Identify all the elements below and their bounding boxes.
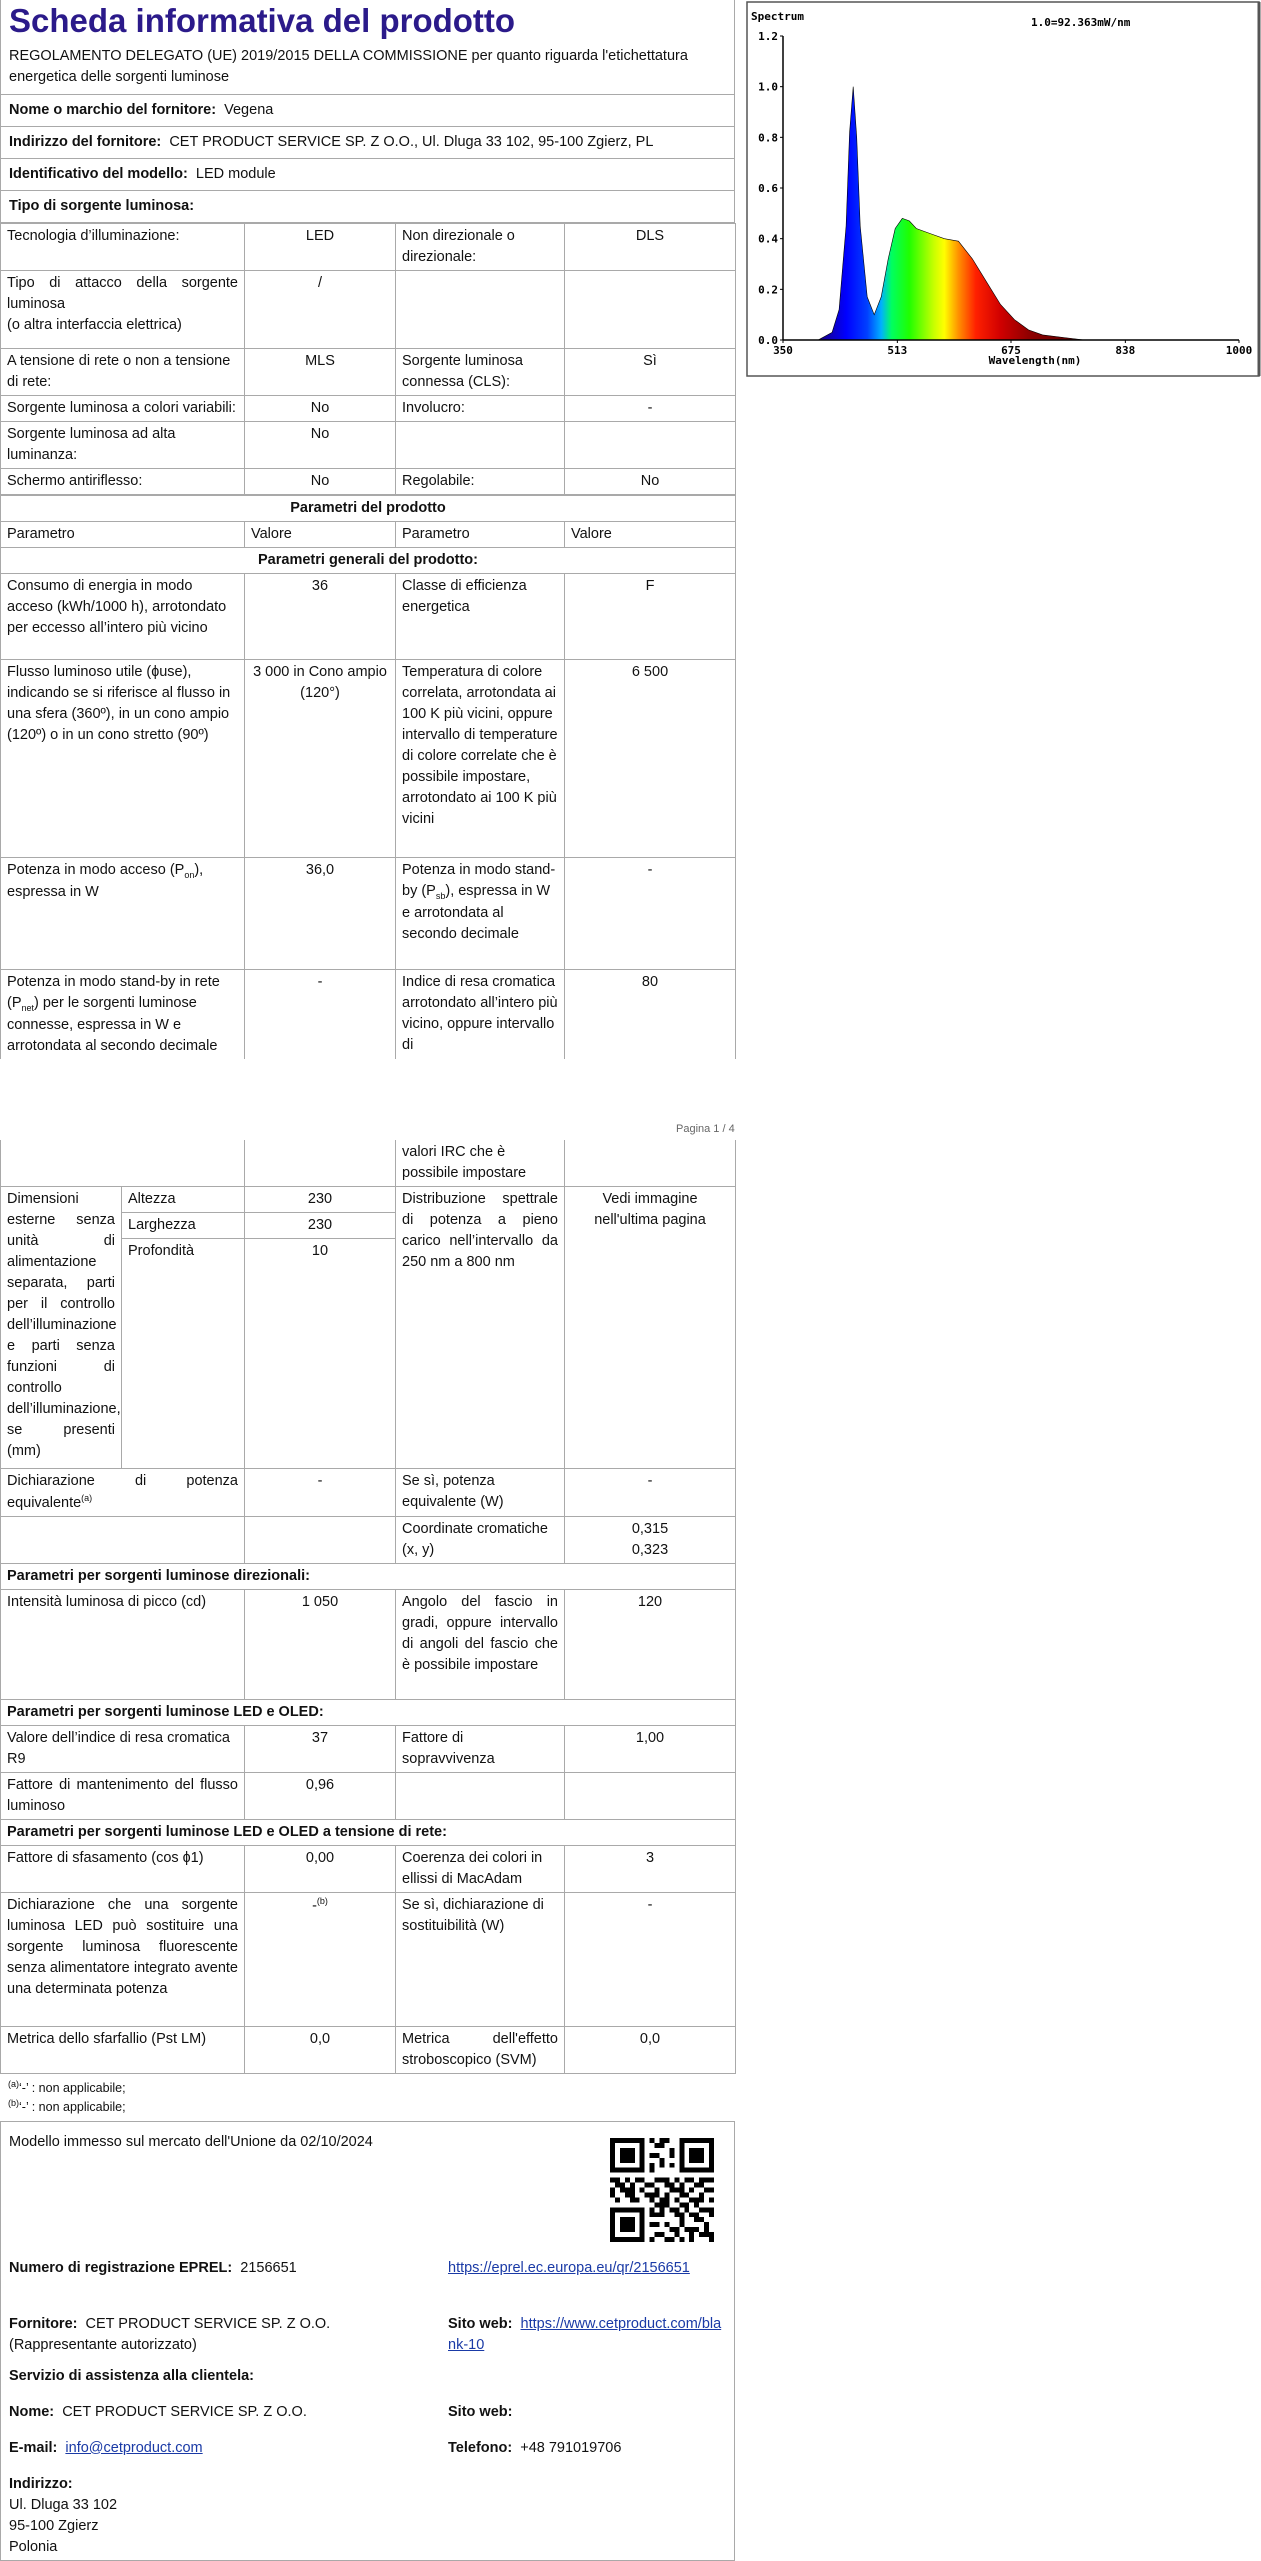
supplier-value: CET PRODUCT SERVICE SP. Z O.O. (Rappresentante autorizzato) [9,2315,331,2353]
dimension-label: Larghezza [122,1213,245,1239]
param-value: 0,0 [245,2027,396,2074]
param-label: Angolo del fascio in gradi, oppure intervallo di angoli del fascio che è possibile impostare [396,1589,565,1699]
y-tick-label: 0.6 [758,182,778,195]
type-label: Schermo antiriflesso: [1,469,245,495]
type-row [1,469,736,495]
param-label: Metrica dello sfarfallio (Pst LM) [1,2027,245,2074]
footnote-ref: (a) [81,1493,93,1504]
supplier-name-label: Nome o marchio del fornitore: [9,101,217,118]
param-row [1,1516,736,1563]
type-value: DLS [565,224,736,271]
address-label: Indirizzo: [9,2475,73,2492]
led-heading: Parametri per sorgenti luminose LED e OLED: [1,1699,736,1725]
chroma-x-value: 0,315 [631,1520,669,1537]
footnote-text: ‘-’ : non applicabile; [19,2081,126,2096]
supplier-name-value: Vegena [224,101,274,118]
dimension-value: 230 [245,1213,396,1239]
mains-heading: Parametri per sorgenti luminose LED e OLED a tensione di rete: [1,1820,736,1846]
param-row [1,1469,736,1517]
email-label: E-mail: [9,2439,58,2456]
params-table-cont [0,1140,736,2074]
footnote-text: ‘-’ : non applicabile; [19,2100,126,2115]
param-row [1,1893,736,2027]
param-value: 0,00 [245,1846,396,1893]
param-label: Dichiarazione che una sorgente luminosa LED può sostituire una sorgente luminosa fluorescente senza alimentatore integrato avente una determinata potenza [1,1893,245,2027]
y-tick-label: 0.0 [758,334,778,347]
param-value: F [565,574,736,660]
spd-value: Vedi immagine nell'ultima pagina [565,1187,736,1469]
service-heading: Servizio di assistenza alla clientela: [9,2367,254,2384]
x-tick-label: 1000 [1225,344,1253,357]
eprel-number: 2156651 [240,2259,297,2276]
supplier-address-label: Indirizzo del fornitore: [9,133,162,150]
address-block [9,2474,117,2558]
general-heading: Parametri generali del prodotto: [1,548,736,574]
service-website-label: Sito web: [448,2403,513,2420]
chart-annotation: 1.0=92.363mW/nm [1031,16,1131,29]
registration-box [0,2121,735,2561]
params-heading: Parametri del prodotto [1,496,736,522]
param-label: Fattore di mantenimento del flusso luminoso [1,1773,245,1820]
supplier-row [9,2314,429,2356]
supplier-address-value: CET PRODUCT SERVICE SP. Z O.O., Ul. Dluga 33 102, 95-100 Zgierz, PL [169,133,654,150]
param-label-cont: valori IRC che è possibile impostare [396,1140,565,1187]
param-value: 1 050 [245,1589,396,1699]
param-row [1,2027,736,2074]
type-value: - [565,396,736,422]
type-label: Regolabile: [396,469,565,495]
type-row [1,396,736,422]
x-tick-label: 838 [1115,344,1136,357]
email-row [9,2438,203,2459]
param-value: - [565,858,736,970]
column-header: Parametro [1,522,245,548]
param-label: Potenza in modo acceso (P [7,862,185,879]
footnote-a [8,2078,727,2097]
dimensions-label: Dimensioni esterne senza unità di alimentazione separata, parti per il controllo dell’illuminazione e parti senza funzioni di controllo dell’illuminazione, se presenti (mm) [1,1187,122,1469]
param-label: Coerenza dei colori in ellissi di MacAdam [396,1846,565,1893]
source-type-table [0,223,736,495]
qr-code-icon [610,2138,714,2242]
x-tick-label: 513 [887,344,908,357]
type-label: Involucro: [396,396,565,422]
param-value: 0,0 [565,2027,736,2074]
y-tick-label: 1.0 [758,80,778,94]
param-value: - [565,1469,736,1517]
x-tick-label: 675 [1001,344,1021,357]
type-value: MLS [245,349,396,396]
supplier-address-row [1,126,735,158]
page-number: Pagina 1 / 4 [676,1123,735,1135]
param-label-subscript: net [21,1003,35,1014]
param-row [1,574,736,660]
param-value: - [245,1469,396,1517]
param-label: Se sì, potenza equivalente (W) [396,1469,565,1517]
type-value: No [245,396,396,422]
chroma-y-value: 0,323 [631,1541,669,1558]
param-row [1,970,736,1059]
model-label: Identificativo del modello: [9,166,188,182]
param-label: Fattore di sopravvivenza [396,1725,565,1772]
market-text: Modello immesso sul mercato dell'Unione da 02/10/2024 [9,2133,373,2150]
param-label: Potenza in modo stand-by in rete (P [7,974,220,1012]
param-label: Se sì, dichiarazione di sostituibilità (W) [396,1893,565,2027]
eprel-row [9,2258,297,2279]
address-line: 95-100 Zgierz [9,2517,99,2534]
type-value: / [245,271,396,349]
param-row [1,1725,736,1772]
source-type-heading: Tipo di sorgente luminosa: [1,191,735,223]
type-label [396,422,565,469]
param-value: 6 500 [565,660,736,858]
param-label-subscript: sb [435,891,446,902]
param-label [396,1773,565,1820]
column-header: Valore [565,522,736,548]
eprel-label: Numero di registrazione EPREL: [9,2259,233,2276]
type-value [565,271,736,349]
regulation-text: REGOLAMENTO DELEGATO (UE) 2019/2015 DELLA COMMISSIONE per quanto riguarda l'etichettatura energetica delle sorgenti luminose [9,47,688,85]
param-value: 3 [565,1846,736,1893]
type-row [1,224,736,271]
chart-title: Spectrum [751,10,804,23]
service-name-label: Nome: [9,2403,55,2420]
dimension-value: 10 [245,1239,396,1469]
y-tick-label: 0.8 [758,131,778,145]
type-label: A tensione di rete o non a tensione di rete: [1,349,245,396]
dimension-value: 230 [245,1187,396,1213]
dimensions-row [1,1187,736,1213]
column-header: Parametro [396,522,565,548]
spd-label: Distribuzione spettrale di potenza a pieno carico nell’intervallo da 250 nm a 800 nm [396,1187,565,1469]
param-label: Flusso luminoso utile (ɸuse), indicando se si riferisce al flusso in una sfera (360º), in un cono ampio (120º) o in un cono stretto (90º) [1,660,245,858]
param-row [1,1140,736,1187]
phone-value: +48 791019706 [520,2439,622,2456]
phone-row [448,2438,621,2459]
type-value: No [565,469,736,495]
page-title: Scheda informativa del prodotto [9,2,516,39]
param-label: Metrica dell'effetto stroboscopico (SVM) [396,2027,565,2074]
email-link[interactable]: info@cetproduct.com [65,2439,203,2456]
type-label: Sorgente luminosa connessa (CLS): [396,349,565,396]
param-value: 120 [565,1589,736,1699]
param-label: Potenza in modo stand-by (P [402,862,556,900]
website-label: Sito web: [448,2315,513,2332]
phone-label: Telefono: [448,2439,513,2456]
param-value: - [312,1897,317,1914]
footnote-mark: (b) [8,2098,19,2109]
param-label: Dichiarazione di potenza equivalente [7,1473,238,1511]
param-label: Temperatura di colore correlata, arrotondata ai 100 K più vicini, oppure intervallo di temperature di colore correlate che è possibile impostare, arrotondato ai 100 K più vicini [396,660,565,858]
param-label: Intensità luminosa di picco (cd) [1,1589,245,1699]
footnote-b [8,2097,727,2116]
x-axis-label: Wavelength(nm) [988,354,1082,367]
type-label: Tipo di attacco della sorgente luminosa [7,275,238,313]
website-row [448,2314,728,2356]
param-label-cont: ), espressa in W [7,862,204,901]
column-header: Valore [245,522,396,548]
param-label: Indice di resa cromatica arrotondato all’intero più vicino, oppure intervallo di [396,970,565,1059]
footnotes [0,2074,735,2121]
supplier-label: Fornitore: [9,2315,78,2332]
spectrum-chart [745,0,1261,378]
param-label-subscript: on [184,870,195,881]
param-value: 1,00 [565,1725,736,1772]
page-2 [0,1140,735,2561]
param-value: - [565,1893,736,2027]
type-label [396,271,565,349]
param-label-cont: ), espressa in W e arrotondata al secondo decimale [402,883,551,943]
type-value [565,422,736,469]
address-line: Polonia [9,2538,58,2555]
type-value: No [245,422,396,469]
service-name-value: CET PRODUCT SERVICE SP. Z O.O. [62,2403,307,2420]
param-row [1,1589,736,1699]
type-value: No [245,469,396,495]
footnote-ref: (b) [316,1896,328,1907]
param-row [1,1773,736,1820]
param-value: 0,96 [245,1773,396,1820]
y-tick-label: 0.2 [758,283,778,297]
page-1 [0,0,735,1059]
dimension-label: Profondità [122,1239,245,1469]
type-label: Sorgente luminosa ad alta luminanza: [1,422,245,469]
model-value: LED module [195,166,276,182]
type-row [1,349,736,396]
param-value [565,1773,736,1820]
type-label-note: (o altra interfaccia elettrica) [7,317,182,334]
x-tick-label: 350 [773,344,793,357]
param-columns-row [1,522,736,548]
eprel-link[interactable]: https://eprel.ec.europa.eu/qr/2156651 [448,2259,690,2276]
param-value: 36 [245,574,396,660]
website-link[interactable]: https://www.cetproduct.com/blank-10 [448,2315,722,2353]
type-label: Sorgente luminosa a colori variabili: [1,396,245,422]
supplier-name-row [1,94,735,126]
y-tick-label: 0.4 [758,232,778,246]
footnote-mark: (a) [8,2079,19,2090]
param-label: Consumo di energia in modo acceso (kWh/1000 h), arrotondato per eccesso all’intero più vicino [1,574,245,660]
param-value: 3 000 in Cono ampio (120°) [245,660,396,858]
param-label-cont: ) per le sorgenti luminose connesse, espressa in W e arrotondata al secondo decimale [7,995,218,1055]
param-value: 36,0 [245,858,396,970]
directional-heading: Parametri per sorgenti luminose direzionali: [1,1563,736,1589]
type-value: LED [245,224,396,271]
model-row [1,159,735,191]
type-row [1,271,736,349]
param-label: Coordinate cromatiche (x, y) [396,1516,565,1563]
type-label: Tecnologia d’illuminazione: [1,224,245,271]
param-value: 80 [565,970,736,1059]
param-row [1,858,736,970]
param-label: Valore dell’indice di resa cromatica R9 [1,1725,245,1772]
param-value: 37 [245,1725,396,1772]
header-table [0,0,735,223]
dimension-label: Altezza [122,1187,245,1213]
param-label: Fattore di sfasamento (cos ɸ1) [1,1846,245,1893]
param-label: Classe di efficienza energetica [396,574,565,660]
service-name-row [9,2402,307,2423]
param-row [1,1846,736,1893]
param-value: - [245,970,396,1059]
type-row [1,422,736,469]
params-table [0,495,736,1059]
address-line: Ul. Dluga 33 102 [9,2496,118,2513]
type-value: Sì [565,349,736,396]
param-row [1,660,736,858]
type-label: Non direzionale o direzionale: [396,224,565,271]
y-tick-label: 1.2 [758,30,778,43]
